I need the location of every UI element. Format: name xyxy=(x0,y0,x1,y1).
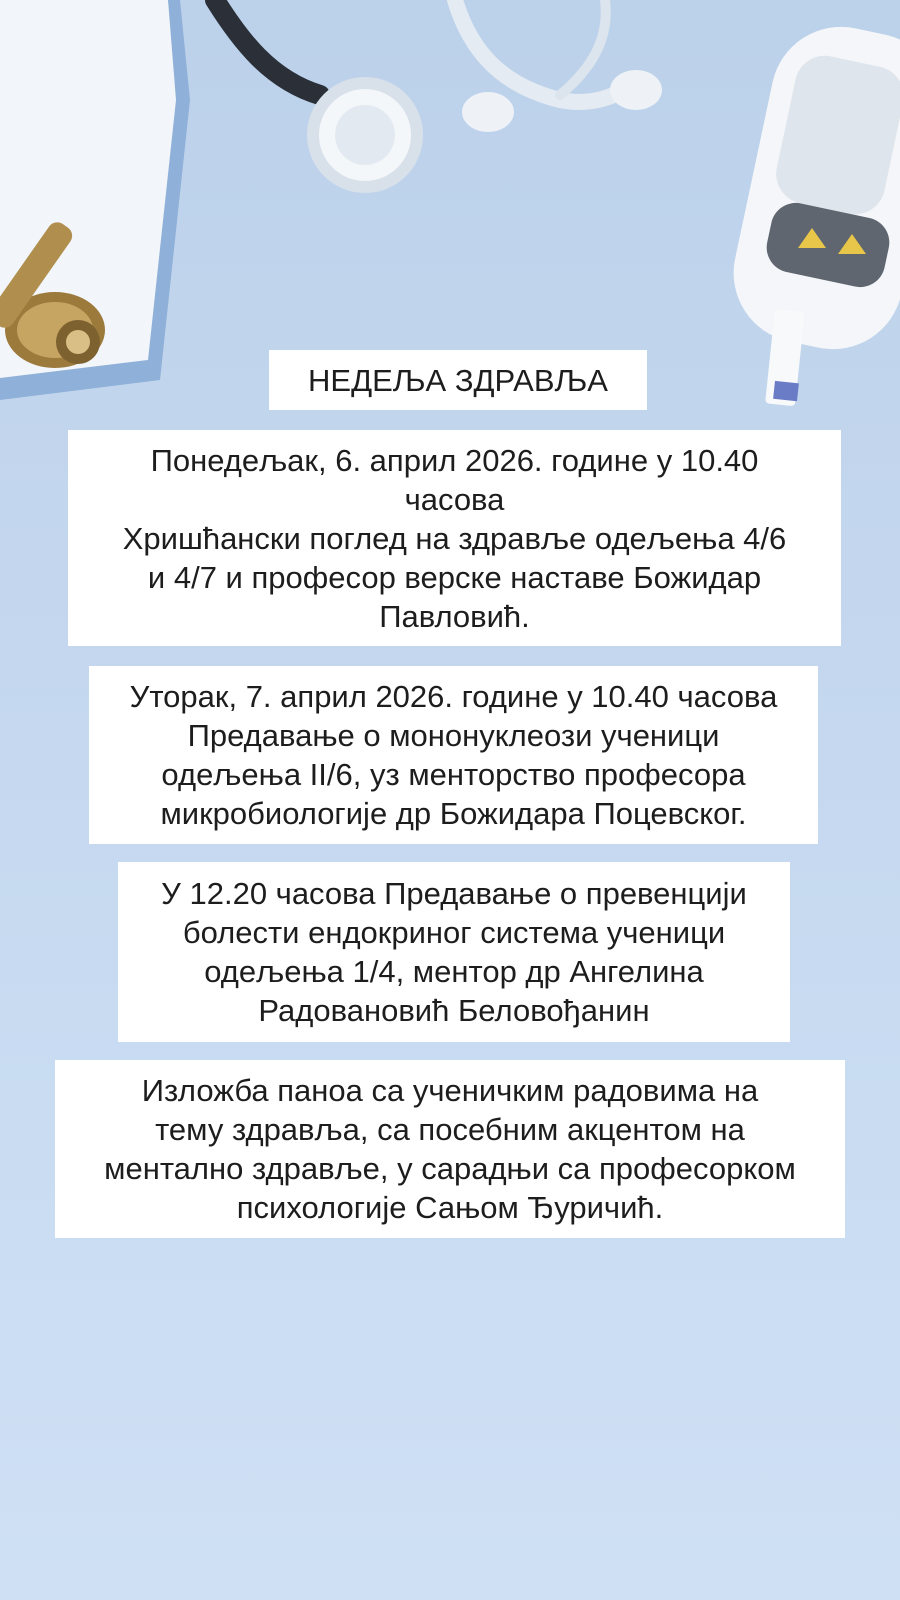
stethoscope-icon xyxy=(215,0,662,193)
event-card-exhibition xyxy=(55,1060,845,1238)
event-card-monday xyxy=(68,430,841,646)
event-line: болести ендокриног система ученици xyxy=(182,915,726,950)
event-line: Понедељак, 6. април 2026. године у 10.40 xyxy=(150,442,759,478)
event-line: Хришћански поглед на здравље одељења 4/6 xyxy=(122,520,787,556)
page-title-text: НЕДЕЉА ЗДРАВЉА xyxy=(308,362,608,398)
clipboard-icon xyxy=(0,0,190,400)
event-line: Изложба паноа са ученичким радовима на xyxy=(141,1073,759,1108)
event-line: Радовановић Беловођанин xyxy=(258,993,650,1028)
event-line: Павловић. xyxy=(379,598,530,634)
event-line: часова xyxy=(404,481,505,517)
event-line: тему здравља, са посебним акцентом на xyxy=(155,1112,745,1147)
event-line: одељења II/6, уз менторство професора xyxy=(161,757,746,792)
event-line: психологије Сањом Ђуричић. xyxy=(236,1190,664,1225)
event-line: и 4/7 и професор верске наставе Божидар xyxy=(147,559,762,595)
event-line: микробиологије др Божидара Поцевског. xyxy=(160,796,747,831)
glucose-meter-icon xyxy=(721,14,900,406)
page-title xyxy=(269,350,647,410)
event-card-endocrine-lecture xyxy=(118,862,790,1042)
event-line: Уторак, 7. април 2026. године у 10.40 часова xyxy=(129,679,778,714)
event-line: Предавање о мононуклеози ученици xyxy=(187,718,720,753)
event-line: одељења 1/4, ментор др Ангелина xyxy=(204,954,704,989)
event-line: У 12.20 часова Предавање о превенцији xyxy=(161,876,747,911)
event-card-tuesday xyxy=(89,666,818,844)
event-line: ментално здравље, у сарадњи са професорком xyxy=(104,1151,796,1186)
